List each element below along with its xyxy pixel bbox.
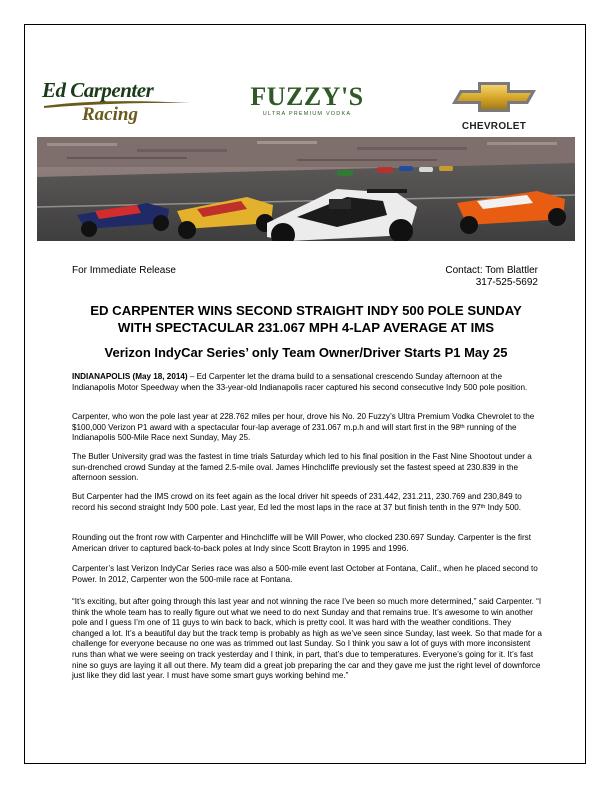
ed-carpenter-logo-text: Ed Carpenter [42, 78, 154, 102]
subheadline: Verizon IndyCar Series’ only Team Owner/Driver Starts P1 May 25 [104, 345, 508, 360]
paragraph-4-text: But Carpenter had the IMS crowd on its feet again as the local driver hit speeds of 231.442, 231.211, 230.769 and 230,849 to record his second straight Indy 500 pole. Last year, Ed led the most laps in the race at 37 but finish tenth in the 97 [72, 492, 522, 512]
ordinal-suffix: th [480, 503, 486, 510]
chevrolet-logo [444, 80, 544, 138]
paragraph-2-text-end: running of the Indianapolis 500-Mile Race next Sunday, May 25. [72, 422, 517, 443]
paragraph-3: The Butler University grad was the fastest in time trials Saturday which led to his final position in the Fast Nine Shootout under a sun-drenched crowd Sunday at the famed 2.5-mile oval. James Hinchcliffe previously set the fastest speed at 230.839 in the afternoon session. [72, 452, 532, 483]
headline-line-2: WITH SPECTACULAR 231.067 MPH 4-LAP AVERAGE AT IMS [117, 320, 495, 335]
contact-phone: 317-525-5692 [475, 277, 538, 288]
chevrolet-bowtie-icon [450, 80, 538, 114]
sponsor-logos [36, 70, 576, 140]
release-label: For Immediate Release [72, 265, 176, 276]
paragraph-1 [72, 372, 542, 393]
paragraph-7: “It’s exciting, but after going through this last year and not winning the race I’ve been so much more determined,” said Carpenter. “I think the whole team has to really figure out what we need to do next Sunday and that remains true. It’s awesome to win another pole and I guess I’m one of 11 guys to win back to back, which is pretty cool. It was hard with the weather conditions. They changed a lot. It’s a beautiful day but the track temp is probably as high as we’ve seen since Sunday, last week. So that made for a challenge for everyone because no one was as trimmed out last Sunday. So I think you saw a lot of guys with more inconsistent runs than what we were seeing on track yesterday and I think, in part, that’s due to temperatures. Everyone’s going for it. It’s fast nine so guys are laying it all out there. My team did a great job preparing the car and they gave me just the right level of downforce just like they did last year. I must have some smart guys working behind me.” [72, 597, 542, 681]
paragraph-2-text: Carpenter, who won the pole last year at 228.762 miles per hour, drove his No. 20 Fuzzy’s Ultra Premium Vodka Chevrolet to the $100,000 Verizon P1 award with a spectacular four-lap average of 231.067 m.p.h and will start first in the 98 [72, 412, 535, 432]
racing-logo-text: Racing [82, 104, 138, 125]
headline [40, 302, 572, 336]
contact-name: Contact: Tom Blattler [445, 265, 538, 276]
fuzzys-tagline: ULTRA PREMIUM VODKA [262, 111, 352, 117]
ed-carpenter-racing-logo [42, 74, 192, 134]
paragraph-1-text: – Ed Carpenter let the drama build to a sensational crescendo Sunday afternoon at the Indianapolis Motor Speedway when the 33-year-old Indianapolis racer captured his second consecutive Indy 500 pole position. [72, 372, 528, 392]
headline-line-1: ED CARPENTER WINS SECOND STRAIGHT INDY 500 POLE SUNDAY [90, 303, 522, 318]
paragraph-4 [72, 492, 542, 513]
chevrolet-logo-text: CHEVROLET [461, 121, 527, 132]
fuzzys-vodka-logo [242, 84, 372, 134]
paragraph-6: Carpenter’s last Verizon IndyCar Series race was also a 500-mile event last October at Fontana, Calif., when he placed second to Power. In 2012, Carpenter won the 500-mile race at Fontana. [72, 564, 538, 584]
fuzzys-logo-text: FUZZY'S [250, 82, 364, 111]
race-cars-photo [37, 137, 575, 241]
dateline: INDIANAPOLIS (May 18, 2014) [72, 372, 188, 381]
paragraph-4-text-end: Indy 500. [485, 502, 522, 512]
contact-block [392, 265, 538, 289]
paragraph-2 [72, 412, 542, 444]
paragraph-5: Rounding out the front row with Carpenter and Hinchcliffe will be Will Power, who clocked 230.697 Sunday. Carpenter is the first American driver to captured back-to-back poles at Indy since Scott Brayton in 1995 and 1996. [72, 533, 531, 553]
ordinal-suffix: th [459, 423, 465, 430]
